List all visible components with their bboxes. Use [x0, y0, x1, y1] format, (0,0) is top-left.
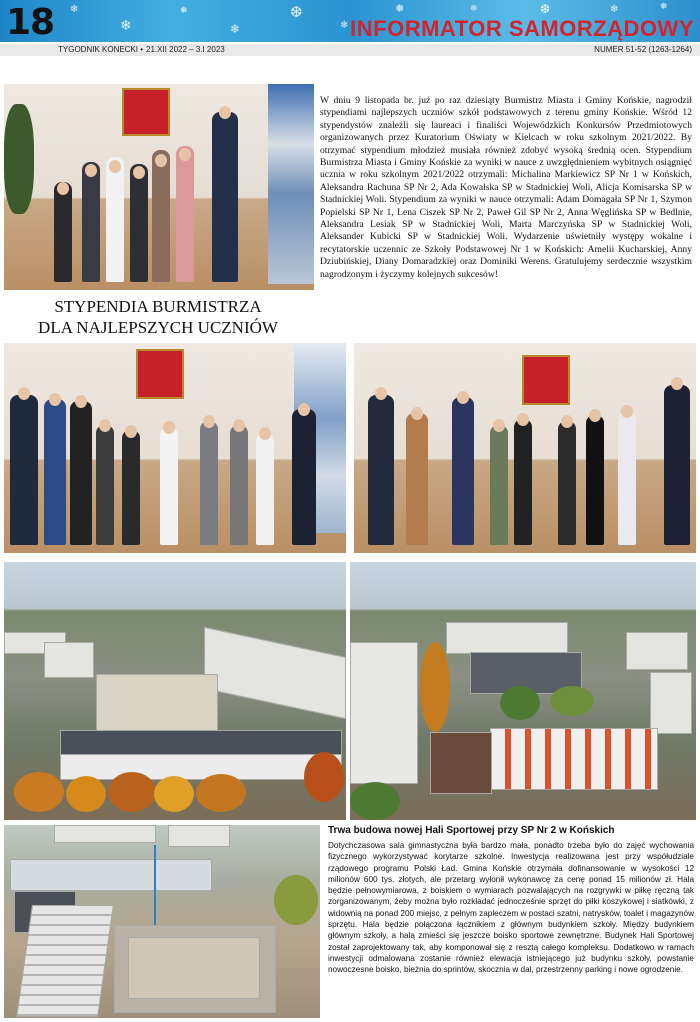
article-headline: STYPENDIA BURMISTRZA DLA NAJLEPSZYCH UCZNIÓW — [38, 297, 278, 337]
magazine-title: INFORMATOR SAMORZĄDOWY — [350, 16, 694, 41]
snowflake-icon: ❄ — [470, 4, 478, 14]
crane — [154, 845, 156, 925]
roll-up-banner — [268, 84, 314, 284]
aerial-photo-right — [350, 562, 696, 820]
snowflake-icon: ❄ — [340, 20, 349, 31]
snowflake-icon: ❅ — [660, 2, 668, 12]
snowflake-icon: ❅ — [395, 2, 405, 15]
snowflake-icon: ❆ — [290, 3, 303, 21]
snowflake-icon: ❄ — [610, 4, 619, 15]
ceremony-photo — [4, 84, 314, 290]
group-photo-right — [354, 343, 696, 553]
issue-dates: 21.XII 2022 – 3.I 2023 — [146, 45, 225, 54]
aerial-photo-left — [4, 562, 346, 820]
page-header — [0, 0, 700, 58]
page-number: 18 — [6, 2, 55, 43]
article-body: W dniu 9 listopada br. już po raz dziesiąty Burmistrz Miasta i Gminy Końskie, nagrodził stypendiami najlepszych uczniów szkół podstawowych z terenu gminy Końskie. Wśród 12 stypendystów znaleźli się laureaci i finaliści Wojewódzkich Konkursów Przedmiotowych organizowanych przez Kuratorium Oświaty w Kielcach w roku szkolnym 2021/2022. By otrzymać stypendium młodzież musiała również zdobyć wysoką średnią ocen. Stypendium Burmistrza Miasta i Gminy Końskie za wyniki w nauce z uwzględnieniem wybitnych osiągnięć ucznia w roku szkolnym 2021/2022 otrzymali: Michalina Markiewicz SP Nr 1 w Końskich, Aleksandra Rachuna SP Nr 2, Ada Kowalska SP w Stadnickiej Woli, Alicja Komisarska SP w Stadnickiej Woli. Stypendium za wyniki w nauce otrzymali: Adam Domagała SP Nr 1, Szymon Popielski SP Nr 1, Lena Ciszek SP Nr 2, Paweł Gil SP Nr 2, Anna Węglińska SP w Bedlnie, Aleksandra Lesiak SP w Stadnickiej Woli, Marta Marczyńska SP w Stadnickiej Woli, Aleksander Kubicki SP w Stadnickiej Woli. Wydarzenie uświetniły występy wokalne i recytatorskie uczennic ze Szkoły Podstawowej Nr 1 w Końskich: Amelii Kucharskiej, Anny Dziubińskiej, Diany Domaradzkiej oraz Dominiki Werens. Gratulujemy serdecznie wszystkim nagrodzonym i życzymy kolejnych sukcesów! — [320, 95, 692, 280]
construction-article-body: Dotychczasowa sala gimnastyczna była bardzo mała, ponadto trzeba było do zajęć wychowania fizycznego wykorzystywać korytarze szkolne. Inwestycja realizowana jest przy współudziale rządowego programu Polski Ład. Gmina Końskie otrzymała dofinansowanie w wysokości 12 milionów 600 tys. złotych, ale przetarg wyłonił wykonawcę za cenę ponad 15 milionów zł. Hala będzie pełnowymiarowa, z boiskiem o wymiarach pozwalających na rozgrywki w piłkę ręczną tak zorganizowanym, żeby można było rozkładać jednocześnie sprzęt do piłki koszykowej i siatkówki, z widownią na ponad 200 miejsc, z pełnym zapleczem w postaci szatni, natrysków, toalet i magazynów sprzętu. Hala będzie połączona łącznikiem z głównym budynkiem szkoły. Między budynkiem głównym szkoły, a halą zmieści się jeszcze boisko sportowe zewnętrzne. Budynek Hali Sportowej został zaprojektowany tak, aby komponował się z resztą całego kompleksu. Dodatkowo w ramach inwestycji odmalowana zostanie również elewacja istniejącego już budynku szkoły, powstanie nowoczesne boisko, bieżnia do sprintów, skocznia w dal, przestrzenny parking i nowe ogrodzenie. — [328, 841, 694, 975]
eagle-emblem — [122, 88, 170, 136]
construction-photo — [4, 825, 320, 1018]
issue-number: NUMER 51-52 (1263-1264) — [594, 45, 692, 54]
group-photo-left — [4, 343, 346, 553]
construction-article-title: Trwa budowa nowej Hali Sportowej przy SP Nr 2 w Końskich — [328, 825, 615, 836]
snowflake-icon: ❄ — [70, 4, 79, 15]
header-subline — [0, 44, 700, 56]
snowflake-icon: ❄ — [230, 22, 241, 36]
snowflake-icon: ❄ — [120, 18, 132, 34]
plant — [4, 104, 34, 214]
eagle-emblem — [136, 349, 184, 399]
publication-name: TYGODNIK KONECKI • — [58, 45, 144, 54]
snowflake-icon: ❅ — [180, 6, 188, 16]
snowflake-icon: ❆ — [540, 2, 551, 16]
eagle-emblem — [522, 355, 570, 405]
